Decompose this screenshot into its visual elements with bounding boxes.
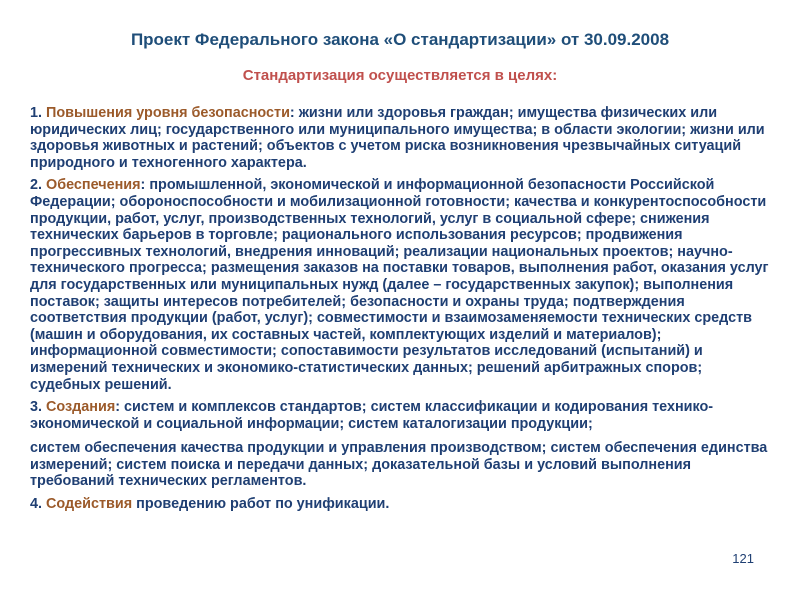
list-item-1 [30, 105, 775, 171]
item-number: 4. [30, 496, 43, 513]
item-text: : систем и комплексов стандартов; систем классификации и кодирования технико-экономической и социальной информации; систем каталогизации продукции; [30, 399, 714, 432]
item-keyword: Создания [46, 399, 116, 416]
item-number: 3. [30, 399, 43, 416]
item-number: 2. [30, 177, 43, 194]
item-number: 1. [30, 105, 43, 121]
item-text: : жизни или здоровья граждан; имущества физических или юридических лиц; государственного или муниципального имущества; в области экологии; жизни или здоровья животных и растений; объектов с учетом риска возникновения чрезвычайных ситуаций природного и техногенного характера. [30, 105, 765, 171]
slide-title: Проект Федерального закона «О стандартизации» от 30.09.2008 [130, 30, 670, 49]
item-text: проведению работ по унификации. [132, 496, 390, 513]
list-item-2 [30, 177, 775, 393]
page-number: 121 [732, 551, 754, 566]
item-keyword: Содействия [46, 496, 133, 513]
slide-subtitle: Стандартизация осуществляется в целях: [242, 67, 558, 84]
item-text: систем обеспечения качества продукции и управления производством; систем обеспечения единства измерений; систем поиска и передачи данных; доказательной базы и условий выполнения требований технических регламентов. [30, 440, 768, 490]
item-keyword: Повышения уровня безопасности [46, 105, 290, 121]
list-item-4 [30, 496, 775, 513]
item-keyword: Обеспечения [46, 177, 141, 194]
slide-body [30, 105, 775, 519]
list-item-3 [30, 399, 775, 432]
item-text: : промышленной, экономической и информационной безопасности Российской Федерации; обороноспособности и мобилизационной готовности; качества и конкурентоспособности продукции, работ, услуг, производственных технологий, услуг в социальной сфере; снижения технических барьеров в торговле; рационального использования ресурсов; продвижения прогрессивных технологий, внедрения инноваций; реализации национальных проектов; научно-технического прогресса; размещения заказов на поставки товаров, выполнения работ, оказания услуг для государственных или муниципальных нужд (далее – государственных закупок); выполнения поставок; защиты интересов потребителей; безопасности и охраны труда; подтверждения соответствия продукции (работ, услуг); совместимости и взаимозаменяемости технических средств (машин и оборудования, их составных частей, комплектующих изделий и материалов); информационной совместимости; сопоставимости результатов исследований (испытаний) и измерений технических и экономико-статистических данных; решений арбитражных споров; судебных решений. [30, 177, 769, 393]
list-item-3-continued [30, 440, 775, 490]
